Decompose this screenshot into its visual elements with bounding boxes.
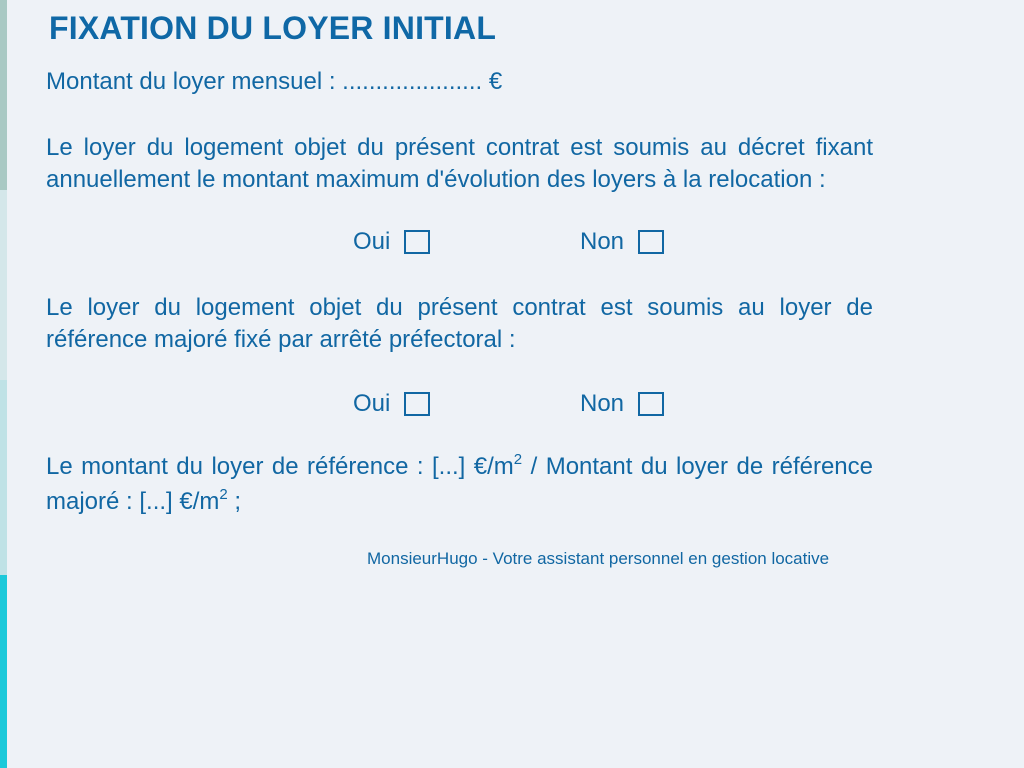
accent-strip-segment xyxy=(0,575,7,768)
square-superscript: 2 xyxy=(513,451,523,468)
relocation-non-option[interactable] xyxy=(580,228,664,256)
relocation-oui-option[interactable] xyxy=(353,228,430,256)
footer-tagline: MonsieurHugo - Votre assistant personnel en gestion locative xyxy=(367,549,830,568)
reference-majore-text: / Montant du loyer de référence majoré : [...] €/m xyxy=(46,453,873,515)
reference-rent-text: Le montant du loyer de référence : [...] €/m xyxy=(46,453,514,480)
reference-oui-label: Oui xyxy=(353,390,391,417)
relocation-non-checkbox[interactable] xyxy=(638,230,664,254)
accent-strip-segment xyxy=(0,0,7,190)
question-reference-rent: Le loyer du logement objet du présent contrat est soumis au loyer de référence majoré fixé par arrêté préfectoral : xyxy=(46,294,873,353)
left-accent-strip xyxy=(0,0,7,768)
reference-oui-option[interactable] xyxy=(353,390,430,418)
accent-strip-segment xyxy=(0,380,7,575)
relocation-oui-label: Oui xyxy=(353,228,391,255)
page-title: FIXATION DU LOYER INITIAL xyxy=(49,10,497,46)
reference-non-checkbox[interactable] xyxy=(638,392,664,416)
reference-rent-amounts xyxy=(46,451,873,521)
reference-non-label: Non xyxy=(580,390,625,417)
relocation-oui-checkbox[interactable] xyxy=(404,230,430,254)
accent-strip-segment xyxy=(0,190,7,380)
square-superscript: 2 xyxy=(219,486,228,503)
monthly-rent-line: Montant du loyer mensuel : ..................... € xyxy=(46,68,503,95)
question-relocation-decree: Le loyer du logement objet du présent contrat est soumis au décret fixant annuellement le montant maximum d'évolution des loyers à la relocation : xyxy=(46,134,873,193)
reference-end-text: ; xyxy=(227,488,242,515)
reference-oui-checkbox[interactable] xyxy=(404,392,430,416)
relocation-non-label: Non xyxy=(580,228,625,255)
reference-non-option[interactable] xyxy=(580,390,664,418)
